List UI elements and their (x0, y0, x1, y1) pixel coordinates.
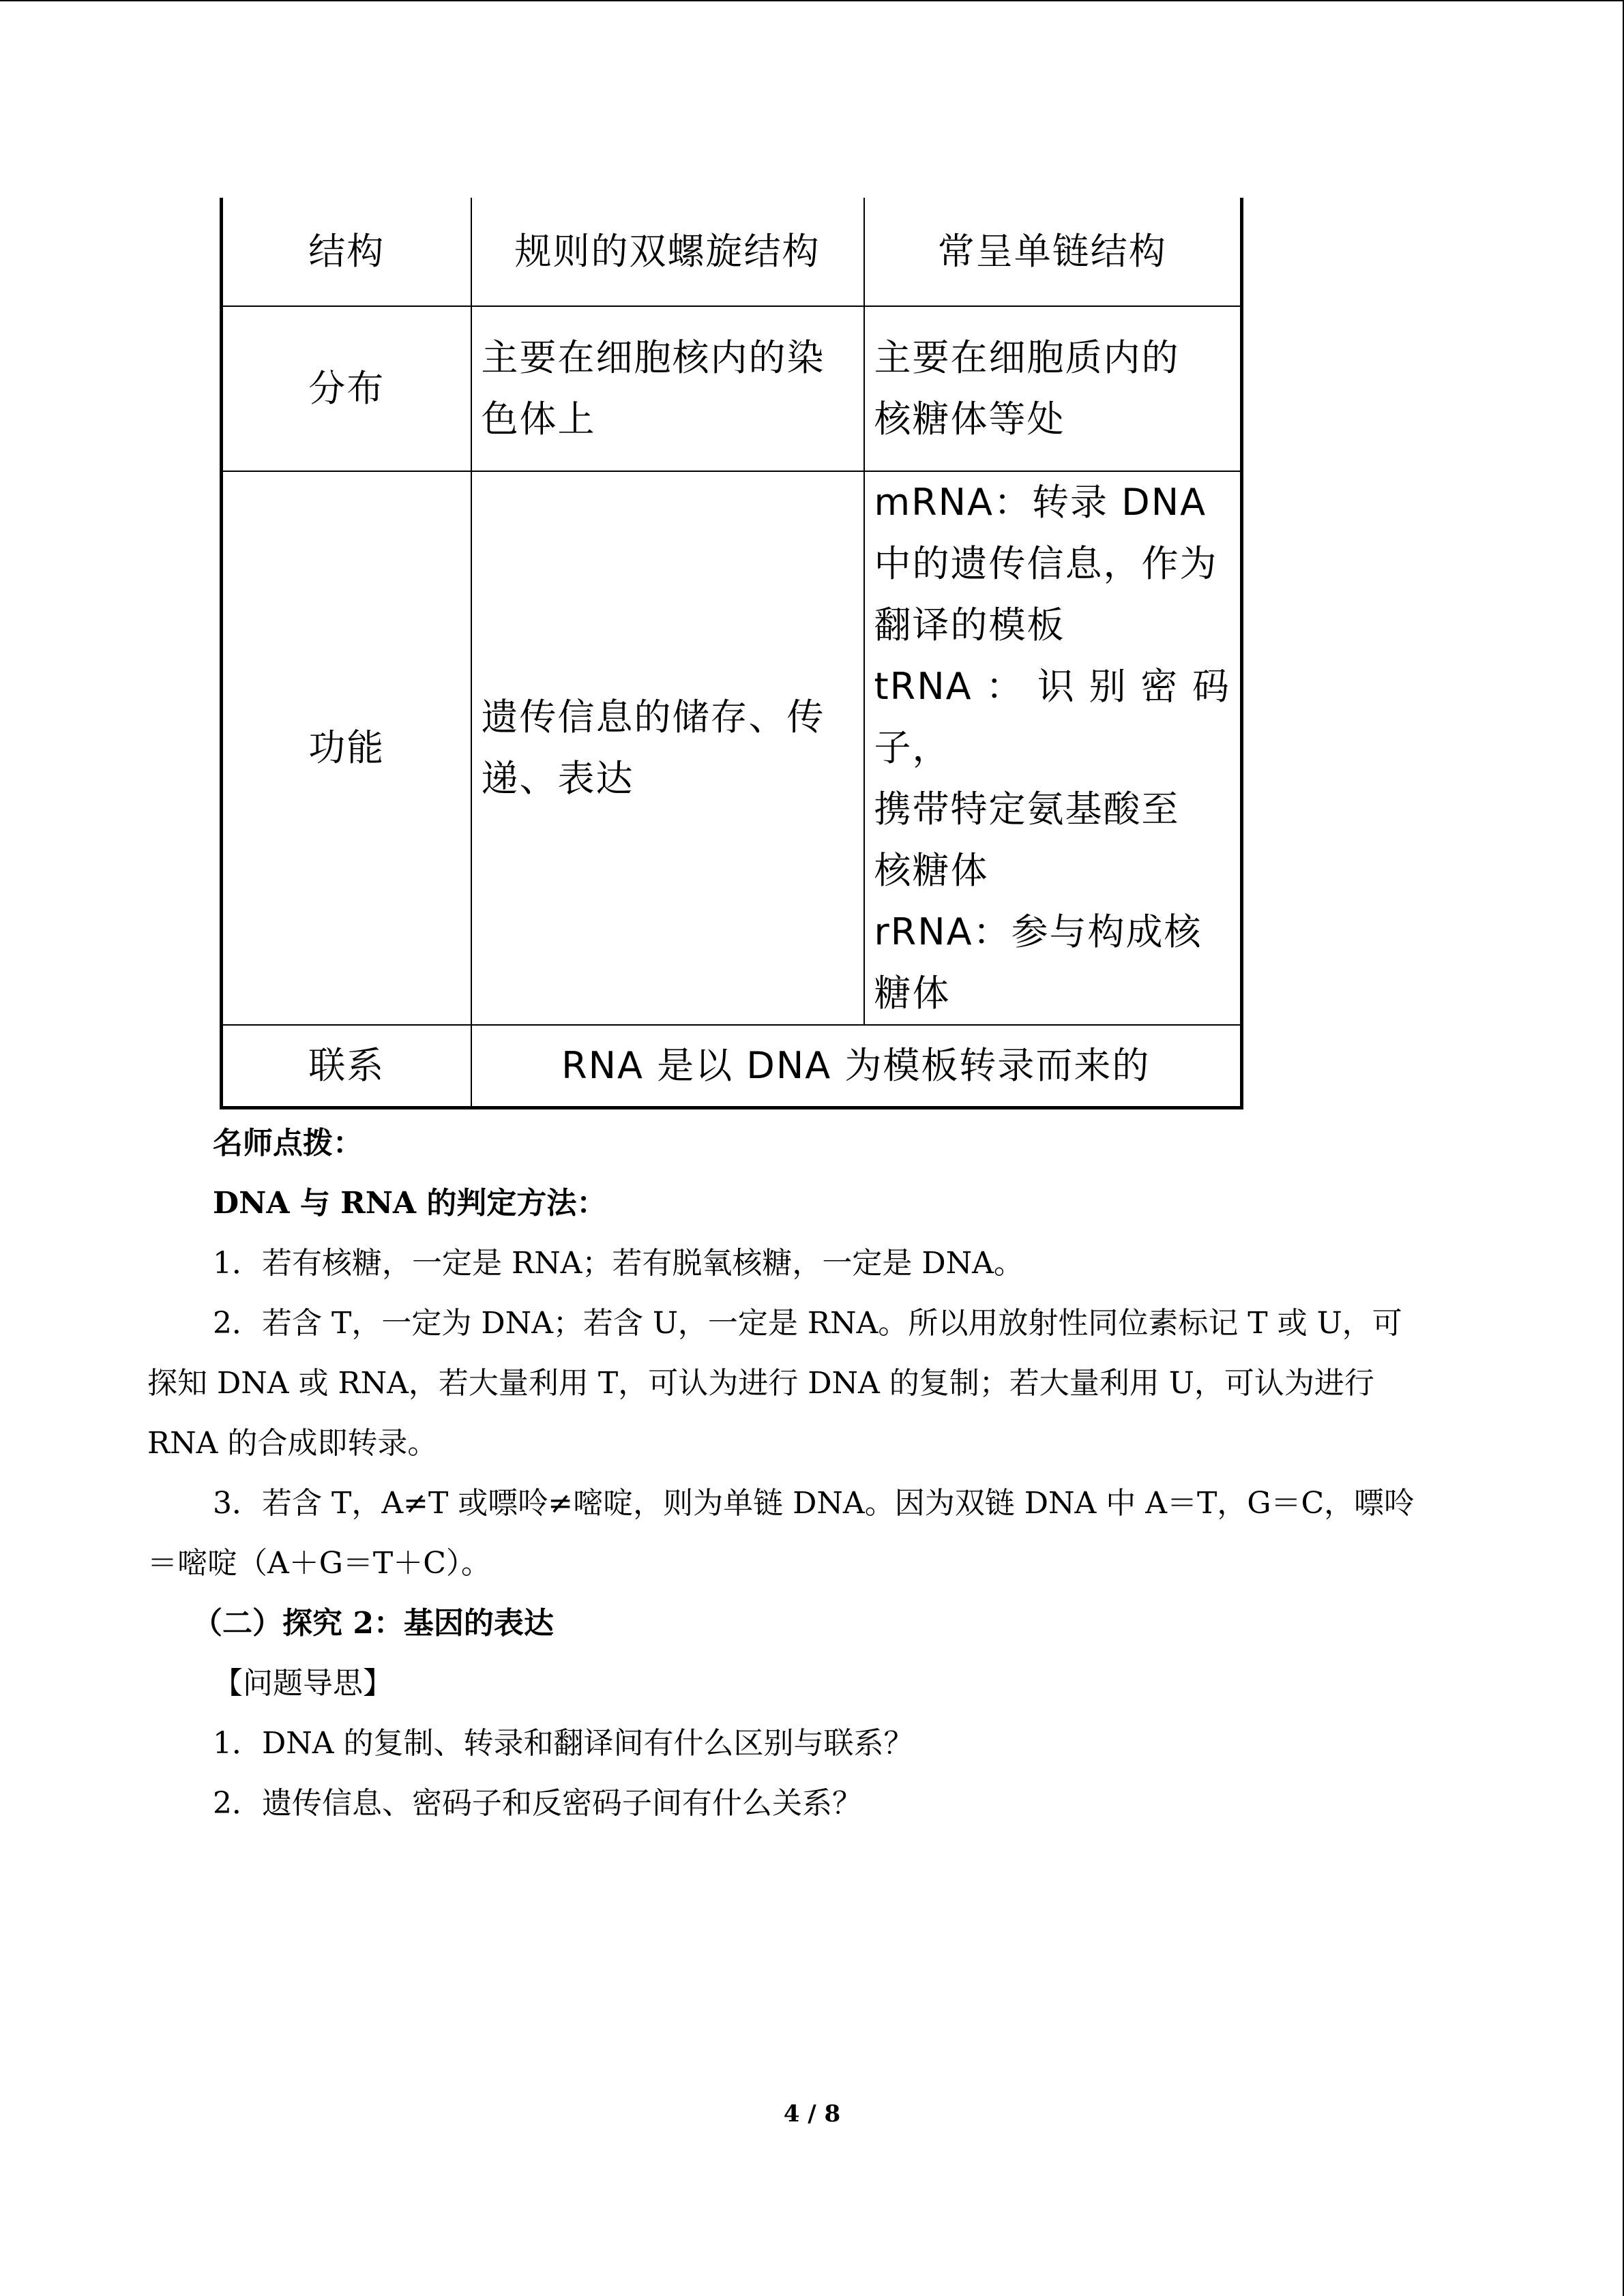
rna-distribution-cell (864, 306, 1242, 471)
row-label-relation: 联系 (222, 1025, 471, 1108)
cell-line: 色体上 (481, 398, 596, 441)
relation-merged-cell: RNA 是以 DNA 为模板转录而来的 (471, 1025, 1242, 1108)
dna-rna-comparison-table (220, 198, 1243, 1109)
page-top-border (0, 0, 1624, 1)
tip-subheading: DNA 与 RNA 的判定方法： (213, 1186, 607, 1221)
tip-item-2-line-1: 2．若含 T，一定为 DNA；若含 U，一定是 RNA。所以用放射性同位素标记 T 或 U，可 (213, 1306, 1402, 1341)
table-row-distribution (222, 306, 1242, 471)
cell-line: mRNA：转录 DNA (874, 481, 1207, 524)
rna-function-cell (864, 471, 1242, 1025)
tip-item-1: 1．若有核糖，一定是 RNA；若有脱氧核糖，一定是 DNA。 (213, 1246, 1024, 1281)
cell-line: 主要在细胞质内的 (874, 336, 1180, 379)
question-2: 2．遗传信息、密码子和反密码子间有什么关系？ (213, 1786, 862, 1821)
cell-line: 主要在细胞核内的染 (481, 336, 825, 379)
cell-line: rRNA：参与构成核 (874, 910, 1202, 953)
cell-line: 核糖体 (874, 849, 989, 892)
dna-function-cell (471, 471, 864, 1025)
tip-heading: 名师点拨： (213, 1126, 363, 1161)
cell-line: 递、表达 (481, 757, 634, 800)
cell-line: 中的遗传信息，作为 (874, 542, 1218, 585)
table-row-relation (222, 1025, 1242, 1108)
cell-line: 核糖体等处 (874, 398, 1065, 441)
question-1: 1．DNA 的复制、转录和翻译间有什么区别与联系？ (213, 1726, 914, 1761)
rna-structure-cell: 常呈单链结构 (864, 198, 1242, 306)
page-number: 4 / 8 (783, 2100, 841, 2128)
section-title: （二）探究 2：基因的表达 (192, 1606, 554, 1641)
tip-item-2-line-3: RNA 的合成即转录。 (147, 1426, 438, 1461)
guide-heading: 【问题导思】 (213, 1666, 393, 1701)
row-label-function: 功能 (222, 471, 471, 1025)
cell-line: 糖体 (874, 972, 951, 1015)
cell-line: 遗传信息的储存、传 (481, 696, 825, 739)
cell-line: tRNA：识别密码子， (874, 665, 1230, 769)
cell-line: 携带特定氨基酸至 (874, 788, 1180, 831)
tip-item-2-line-2: 探知 DNA 或 RNA，若大量利用 T，可认为进行 DNA 的复制；若大量利用 U，可认为进行 (147, 1366, 1374, 1401)
row-label-structure: 结构 (222, 198, 471, 306)
cell-line: 翻译的模板 (874, 603, 1065, 646)
tip-item-3-line-2: ＝嘧啶（A＋G＝T＋C）。 (147, 1546, 491, 1581)
row-label-distribution: 分布 (222, 306, 471, 471)
dna-structure-cell: 规则的双螺旋结构 (471, 198, 864, 306)
tip-item-3-line-1: 3．若含 T，A≠T 或嘌呤≠嘧啶，则为单链 DNA。因为双链 DNA 中 A＝T，G＝C，嘌呤 (213, 1486, 1415, 1521)
table-row-structure (222, 198, 1242, 306)
table-row-function (222, 471, 1242, 1025)
dna-distribution-cell (471, 306, 864, 471)
